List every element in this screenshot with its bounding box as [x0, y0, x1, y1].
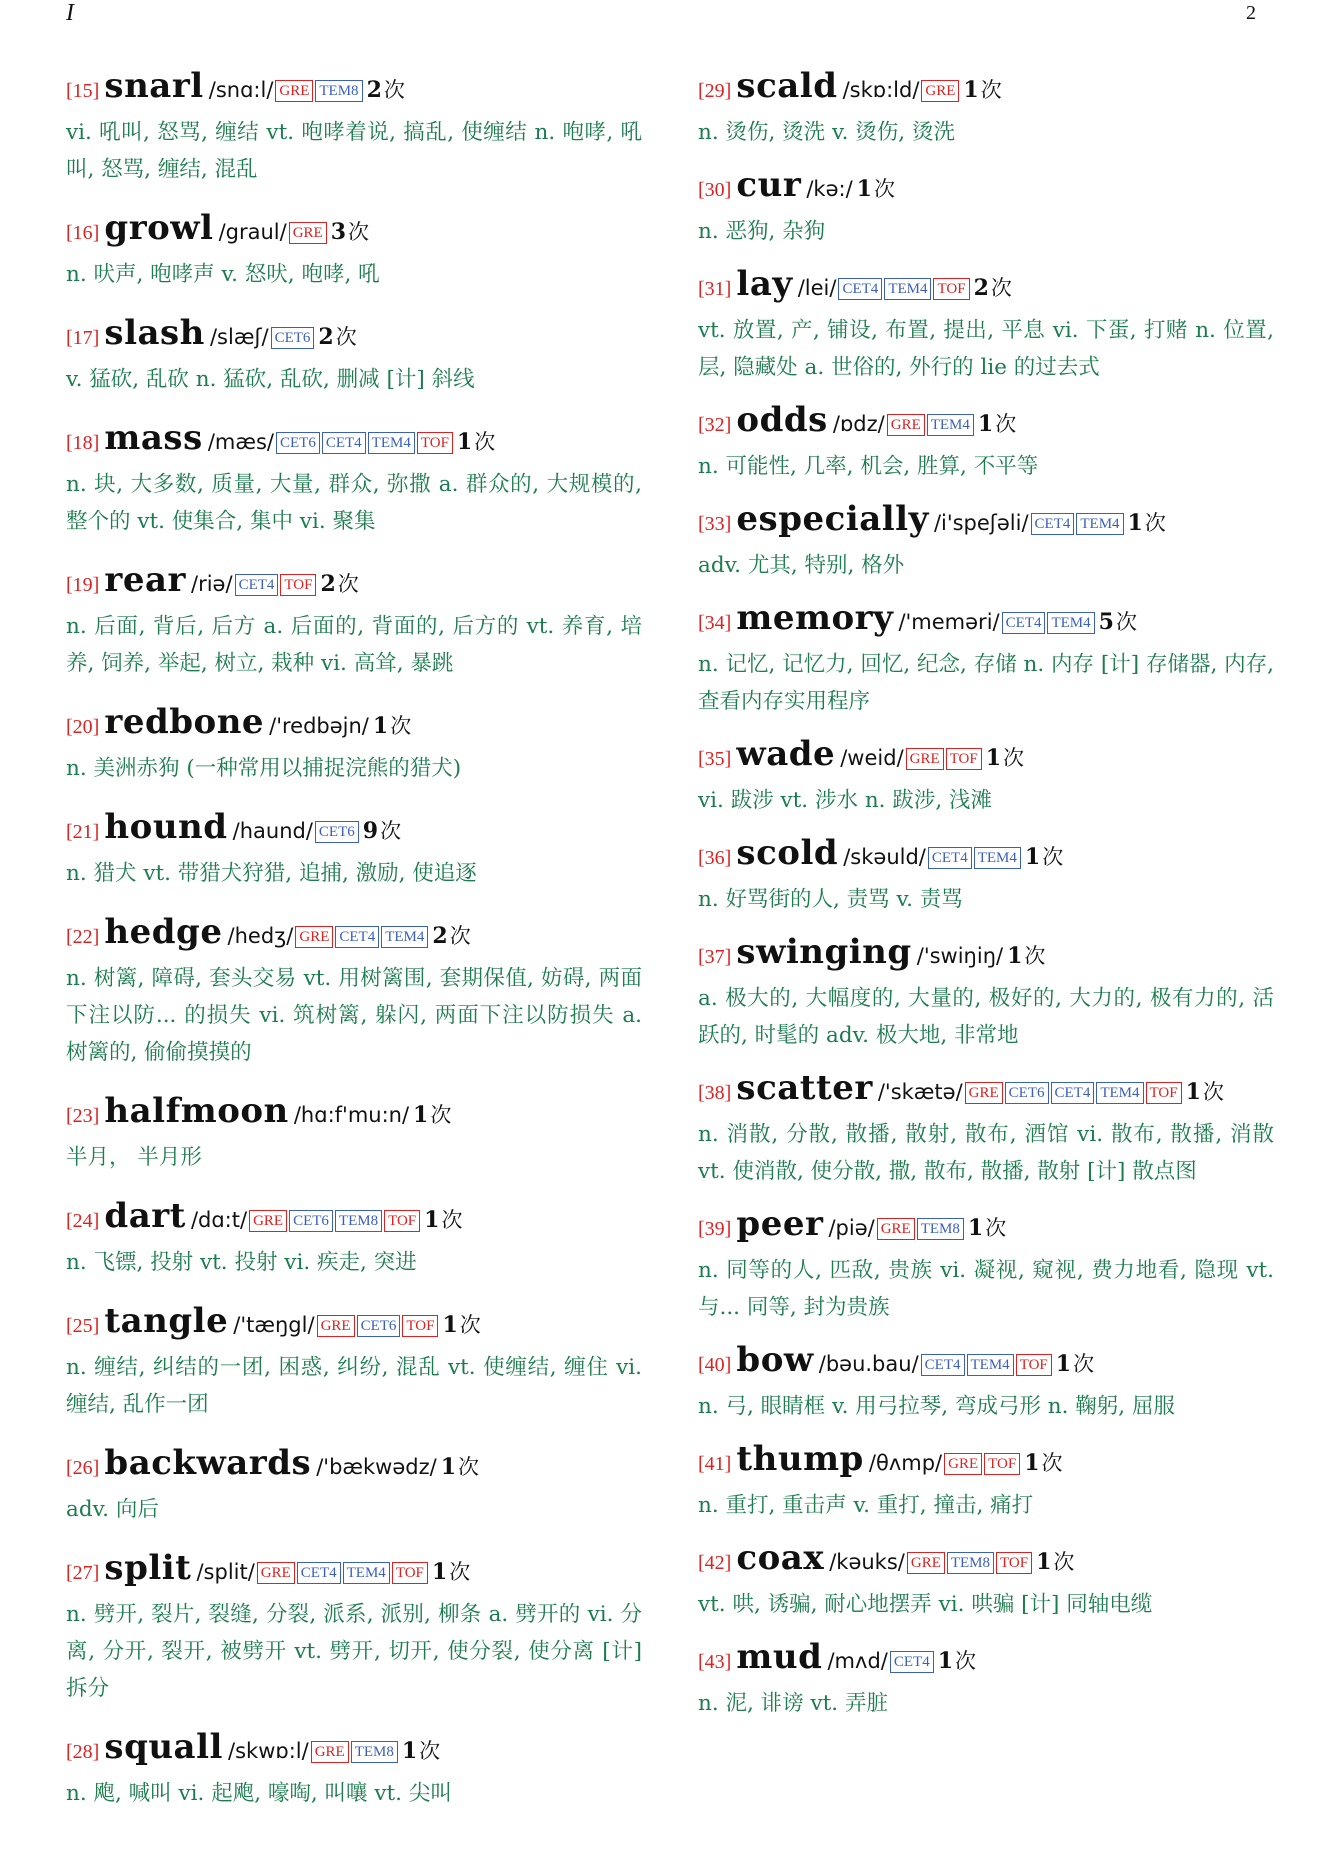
count-unit: 次 — [1073, 1352, 1095, 1376]
word-entry — [66, 558, 642, 682]
exam-tag-tem4: TEM4 — [967, 1354, 1014, 1376]
headword: wade — [736, 734, 836, 774]
count-unit: 次 — [390, 714, 412, 738]
occurrence-count: 1 — [424, 1207, 440, 1233]
occurrence-count: 1 — [1007, 943, 1023, 969]
exam-tag-tof: TOF — [996, 1552, 1032, 1574]
entry-headline — [698, 831, 1274, 881]
entry-number: [41] — [698, 1453, 732, 1475]
exam-tag-cet4: CET4 — [890, 1651, 934, 1673]
entry-headline — [698, 163, 1274, 213]
headword: mass — [104, 418, 203, 458]
entry-headline — [698, 398, 1274, 448]
count-unit: 次 — [441, 1208, 463, 1232]
exam-tag-gre: GRE — [965, 1082, 1003, 1104]
entry-headline — [66, 700, 642, 750]
definition: n. 消散, 分散, 散播, 散射, 散布, 酒馆 vi. 散布, 散播, 消散 vt. 使消散, 使分散, 撒, 散布, 散播, 散射 [计] 散点图 — [698, 1122, 1274, 1184]
count-unit: 次 — [873, 177, 895, 201]
count-unit: 次 — [1003, 746, 1025, 770]
word-entry — [698, 497, 1274, 584]
phonetic-transcription: /bəu.bau/ — [818, 1352, 919, 1376]
phonetic-transcription: /mæs/ — [207, 430, 274, 454]
exam-tag-cet4: CET4 — [322, 432, 366, 454]
exam-tag-cet6: CET6 — [357, 1315, 401, 1337]
entry-headline — [66, 311, 642, 361]
occurrence-count: 2 — [973, 275, 989, 301]
phonetic-transcription: /hɑ:f'mu:n/ — [293, 1103, 410, 1127]
phonetic-transcription: /skəuld/ — [843, 845, 926, 869]
word-entry — [66, 910, 642, 1071]
definition: n. 弓, 眼睛框 v. 用弓拉琴, 弯成弓形 n. 鞠躬, 屈服 — [698, 1394, 1175, 1419]
exam-tag-tem8: TEM8 — [315, 80, 362, 102]
phonetic-transcription: /θʌmp/ — [868, 1451, 943, 1475]
entry-number: [23] — [66, 1105, 100, 1127]
entry-number: [35] — [698, 748, 732, 770]
headword: scald — [736, 66, 838, 106]
headword: backwards — [104, 1443, 312, 1483]
occurrence-count: 1 — [856, 176, 872, 202]
word-entry — [698, 930, 1274, 1054]
phonetic-transcription: /'meməri/ — [898, 610, 1000, 634]
definition: v. 猛砍, 乱砍 n. 猛砍, 乱砍, 删减 [计] 斜线 — [66, 367, 475, 392]
count-unit: 次 — [449, 924, 471, 948]
entry-headline — [698, 1202, 1274, 1252]
word-entry — [66, 805, 642, 892]
headword: split — [104, 1548, 192, 1588]
definition: adv. 向后 — [66, 1497, 159, 1522]
headword: coax — [736, 1538, 825, 1578]
entry-headline — [66, 1299, 642, 1349]
count-unit: 次 — [419, 1739, 441, 1763]
occurrence-count: 1 — [456, 429, 473, 455]
entry-headline — [66, 1089, 642, 1139]
occurrence-count: 1 — [1055, 1351, 1072, 1377]
word-entry — [66, 1194, 642, 1281]
exam-tag-tem4: TEM4 — [974, 847, 1021, 869]
phonetic-transcription: /dɑ:t/ — [190, 1208, 248, 1232]
word-entry — [66, 311, 642, 398]
exam-tag-gre: GRE — [887, 414, 925, 436]
headword: growl — [104, 208, 214, 248]
word-entry — [66, 206, 642, 293]
entry-number: [33] — [698, 513, 732, 535]
exam-tag-tof: TOF — [933, 278, 969, 300]
headword: odds — [736, 400, 828, 440]
exam-tag-cet6: CET6 — [315, 821, 359, 843]
phonetic-transcription: /kəuks/ — [829, 1550, 905, 1574]
occurrence-count: 2 — [318, 324, 334, 350]
entry-number: [39] — [698, 1218, 732, 1240]
entry-number: [40] — [698, 1354, 732, 1376]
headword: especially — [736, 499, 929, 539]
header-roman-numeral: I — [66, 0, 74, 26]
headword: hound — [104, 807, 228, 847]
exam-tag-tof: TOF — [384, 1210, 420, 1232]
count-unit: 次 — [1202, 1080, 1224, 1104]
count-unit: 次 — [995, 412, 1017, 436]
word-entry — [698, 1635, 1274, 1722]
occurrence-count: 2 — [432, 923, 448, 949]
word-entry — [698, 732, 1274, 819]
exam-tag-cet4: CET4 — [1031, 513, 1075, 535]
word-entry — [66, 700, 642, 787]
count-unit: 次 — [383, 78, 405, 102]
count-unit: 次 — [458, 1455, 480, 1479]
headword: lay — [736, 264, 793, 304]
occurrence-count: 9 — [362, 818, 379, 844]
headword: scold — [736, 833, 839, 873]
entry-number: [43] — [698, 1651, 732, 1673]
exam-tag-tem4: TEM4 — [1047, 612, 1094, 634]
definition: n. 好骂街的人, 责骂 v. 责骂 — [698, 887, 963, 912]
headword: halfmoon — [104, 1091, 289, 1131]
entry-number: [37] — [698, 946, 732, 968]
exam-tag-cet4: CET4 — [921, 1354, 965, 1376]
count-unit: 次 — [1115, 610, 1137, 634]
occurrence-count: 5 — [1098, 609, 1114, 635]
occurrence-count: 1 — [963, 77, 979, 103]
phonetic-transcription: /skwɒ:l/ — [228, 1739, 309, 1763]
entry-headline — [698, 1066, 1274, 1116]
entry-headline — [66, 910, 642, 960]
phonetic-transcription: /mʌd/ — [827, 1649, 888, 1673]
phonetic-transcription: /lei/ — [797, 276, 837, 300]
occurrence-count: 1 — [1127, 510, 1143, 536]
entry-number: [28] — [66, 1741, 100, 1763]
occurrence-count: 1 — [937, 1648, 954, 1674]
word-entry — [698, 262, 1274, 386]
definition: n. 烫伤, 烫洗 v. 烫伤, 烫洗 — [698, 120, 955, 145]
exam-tag-tem4: TEM4 — [927, 414, 974, 436]
entry-headline — [66, 64, 642, 114]
exam-tag-tem8: TEM8 — [917, 1218, 964, 1240]
headword: bow — [736, 1340, 814, 1380]
definition: adv. 尤其, 特别, 格外 — [698, 553, 905, 578]
exam-tag-tof: TOF — [984, 1453, 1020, 1475]
headword: slash — [104, 313, 205, 353]
exam-tag-tem8: TEM8 — [335, 1210, 382, 1232]
definition: n. 记忆, 记忆力, 回忆, 纪念, 存储 n. 内存 [计] 存储器, 内存, 查看内存实用程序 — [698, 652, 1274, 714]
entry-headline — [698, 596, 1274, 646]
exam-tag-tof: TOF — [402, 1315, 438, 1337]
right-column — [698, 64, 1274, 1722]
word-entry — [698, 1536, 1274, 1623]
occurrence-count: 1 — [442, 1312, 458, 1338]
entry-number: [36] — [698, 847, 732, 869]
occurrence-count: 1 — [401, 1738, 418, 1764]
definition: n. 树篱, 障碍, 套头交易 vt. 用树篱围, 套期保值, 妨碍, 两面下注以防... 的损失 vi. 筑树篱, 躲闪, 两面下注以防损失 a. 树篱的, 偷偷摸摸的 — [66, 966, 642, 1065]
count-unit: 次 — [1042, 845, 1064, 869]
entry-headline — [66, 206, 642, 256]
headword: thump — [736, 1439, 864, 1479]
entry-number: [16] — [66, 222, 100, 244]
count-unit: 次 — [990, 276, 1012, 300]
headword: snarl — [104, 66, 204, 106]
headword: cur — [736, 165, 802, 205]
phonetic-transcription: /piə/ — [828, 1216, 875, 1240]
word-entry — [66, 1089, 642, 1176]
count-unit: 次 — [1053, 1550, 1075, 1574]
definition: n. 飑, 喊叫 vi. 起飑, 嚎啕, 叫嚷 vt. 尖叫 — [66, 1781, 452, 1806]
exam-tag-tem4: TEM4 — [1096, 1082, 1143, 1104]
entry-number: [19] — [66, 574, 100, 596]
count-unit: 次 — [474, 430, 496, 454]
entry-number: [20] — [66, 716, 100, 738]
definition: vt. 哄, 诱骗, 耐心地摆弄 vi. 哄骗 [计] 同轴电缆 — [698, 1592, 1153, 1617]
count-unit: 次 — [348, 220, 370, 244]
headword: peer — [736, 1204, 824, 1244]
exam-tag-gre: GRE — [906, 748, 944, 770]
entry-headline — [66, 416, 642, 466]
definition: vi. 跋涉 vt. 涉水 n. 跋涉, 浅滩 — [698, 788, 992, 813]
exam-tag-cet4: CET4 — [335, 926, 379, 948]
entry-headline — [698, 262, 1274, 312]
phonetic-transcription: /skɒ:ld/ — [842, 78, 920, 102]
word-entry — [66, 416, 642, 540]
count-unit: 次 — [380, 819, 402, 843]
occurrence-count: 1 — [967, 1215, 984, 1241]
entry-headline — [698, 1536, 1274, 1586]
entry-number: [27] — [66, 1562, 100, 1584]
definition: n. 可能性, 几率, 机会, 胜算, 不平等 — [698, 454, 1039, 479]
count-unit: 次 — [955, 1649, 977, 1673]
entry-number: [30] — [698, 179, 732, 201]
entry-number: [32] — [698, 414, 732, 436]
occurrence-count: 3 — [330, 219, 347, 245]
definition: n. 劈开, 裂片, 裂缝, 分裂, 派系, 派别, 柳条 a. 劈开的 vi. 分离, 分开, 裂开, 被劈开 vt. 劈开, 切开, 使分裂, 使分离 [计] 拆分 — [66, 1602, 642, 1701]
definition: n. 重打, 重击声 v. 重打, 撞击, 痛打 — [698, 1493, 1034, 1518]
definition: n. 后面, 背后, 后方 a. 后面的, 背面的, 后方的 vt. 养育, 培养, 饲养, 举起, 树立, 栽种 vi. 高耸, 暴跳 — [66, 614, 642, 676]
entry-number: [26] — [66, 1457, 100, 1479]
exam-tag-gre: GRE — [249, 1210, 287, 1232]
definition: n. 美洲赤狗 (一种常用以捕捉浣熊的猎犬) — [66, 756, 462, 781]
entry-headline — [698, 1338, 1274, 1388]
headword: scatter — [736, 1068, 873, 1108]
exam-tag-tem8: TEM8 — [351, 1741, 398, 1763]
word-entry — [698, 1202, 1274, 1326]
phonetic-transcription: /slæʃ/ — [209, 325, 269, 349]
exam-tag-cet4: CET4 — [235, 574, 279, 596]
headword: mud — [736, 1637, 823, 1677]
exam-tag-tem4: TEM4 — [1076, 513, 1123, 535]
exam-tag-tof: TOF — [1146, 1082, 1182, 1104]
exam-tag-gre: GRE — [295, 926, 333, 948]
count-unit: 次 — [1041, 1451, 1063, 1475]
exam-tag-cet4: CET4 — [928, 847, 972, 869]
exam-tag-gre: GRE — [907, 1552, 945, 1574]
word-entry — [698, 1338, 1274, 1425]
definition: n. 块, 大多数, 质量, 大量, 群众, 弥撒 a. 群众的, 大规模的, 整个的 vt. 使集合, 集中 vi. 聚集 — [66, 472, 642, 534]
headword: swinging — [736, 932, 912, 972]
definition: n. 吠声, 咆哮声 v. 怒吠, 咆哮, 吼 — [66, 262, 380, 287]
definition: n. 飞镖, 投射 vt. 投射 vi. 疾走, 突进 — [66, 1250, 417, 1275]
entry-number: [21] — [66, 821, 100, 843]
left-column — [66, 64, 642, 1812]
word-entry — [698, 163, 1274, 250]
count-unit: 次 — [449, 1560, 471, 1584]
definition: n. 恶狗, 杂狗 — [698, 219, 826, 244]
word-entry — [66, 1725, 642, 1812]
entry-number: [25] — [66, 1315, 100, 1337]
entry-number: [29] — [698, 80, 732, 102]
exam-tag-tem8: TEM8 — [947, 1552, 994, 1574]
entry-number: [42] — [698, 1552, 732, 1574]
entry-headline — [66, 558, 642, 608]
phonetic-transcription: /i'speʃəli/ — [933, 511, 1029, 535]
exam-tag-tem4: TEM4 — [368, 432, 415, 454]
exam-tag-cet4: CET4 — [297, 1562, 341, 1584]
word-entry — [698, 1437, 1274, 1524]
count-unit: 次 — [430, 1103, 452, 1127]
definition: 半月， 半月形 — [66, 1145, 202, 1170]
count-unit: 次 — [980, 78, 1002, 102]
headword: squall — [104, 1727, 223, 1767]
occurrence-count: 1 — [1036, 1549, 1052, 1575]
exam-tag-tof: TOF — [946, 748, 982, 770]
entry-number: [15] — [66, 80, 100, 102]
entry-number: [22] — [66, 926, 100, 948]
definition: vt. 放置, 产, 铺设, 布置, 提出, 平息 vi. 下蛋, 打赌 n. 位置, 层, 隐藏处 a. 世俗的, 外行的 lie 的过去式 — [698, 318, 1274, 380]
exam-tag-tem4: TEM4 — [381, 926, 428, 948]
exam-tag-tof: TOF — [1016, 1354, 1052, 1376]
count-unit: 次 — [335, 325, 357, 349]
entry-number: [17] — [66, 327, 100, 349]
exam-tag-cet6: CET6 — [1005, 1082, 1049, 1104]
word-entry — [698, 1066, 1274, 1190]
exam-tag-tem4: TEM4 — [884, 278, 931, 300]
exam-tag-cet4: CET4 — [838, 278, 882, 300]
exam-tag-gre: GRE — [257, 1562, 295, 1584]
word-entry — [66, 1299, 642, 1423]
phonetic-transcription: /'redbəjn/ — [269, 714, 369, 738]
entry-headline — [66, 1546, 642, 1596]
headword: redbone — [104, 702, 265, 742]
occurrence-count: 1 — [413, 1102, 429, 1128]
occurrence-count: 1 — [440, 1454, 457, 1480]
entry-headline — [698, 497, 1274, 547]
count-unit: 次 — [459, 1313, 481, 1337]
headword: hedge — [104, 912, 223, 952]
phonetic-transcription: /'swiŋiŋ/ — [916, 944, 1004, 968]
exam-tag-gre: GRE — [921, 80, 959, 102]
entry-number: [24] — [66, 1210, 100, 1232]
exam-tag-cet6: CET6 — [271, 327, 315, 349]
exam-tag-gre: GRE — [877, 1218, 915, 1240]
phonetic-transcription: /riə/ — [191, 572, 233, 596]
word-entry — [698, 64, 1274, 151]
occurrence-count: 1 — [985, 745, 1002, 771]
word-entry — [698, 831, 1274, 918]
occurrence-count: 1 — [431, 1559, 448, 1585]
count-unit: 次 — [1144, 511, 1166, 535]
exam-tag-gre: GRE — [944, 1453, 982, 1475]
entry-headline — [698, 1437, 1274, 1487]
entry-headline — [66, 1194, 642, 1244]
occurrence-count: 1 — [1024, 1450, 1040, 1476]
entry-number: [18] — [66, 432, 100, 454]
page-number: 2 — [1246, 2, 1256, 24]
entry-headline — [66, 1441, 642, 1491]
count-unit: 次 — [1024, 944, 1046, 968]
definition: vi. 吼叫, 怒骂, 缠结 vt. 咆哮着说, 搞乱, 使缠结 n. 咆哮, 吼叫, 怒骂, 缠结, 混乱 — [66, 120, 642, 182]
word-entry — [698, 398, 1274, 485]
phonetic-transcription: /hedʒ/ — [227, 924, 294, 948]
headword: dart — [104, 1196, 186, 1236]
exam-tag-cet4: CET4 — [1051, 1082, 1095, 1104]
exam-tag-tof: TOF — [392, 1562, 428, 1584]
exam-tag-cet6: CET6 — [276, 432, 320, 454]
occurrence-count: 1 — [1185, 1079, 1201, 1105]
phonetic-transcription: /snɑ:l/ — [208, 78, 274, 102]
word-entry — [66, 1546, 642, 1707]
entry-number: [38] — [698, 1082, 732, 1104]
definition: n. 缠结, 纠结的一团, 困惑, 纠纷, 混乱 vt. 使缠结, 缠住 vi. 缠结, 乱作一团 — [66, 1355, 642, 1417]
phonetic-transcription: /graul/ — [218, 220, 287, 244]
exam-tag-gre: GRE — [275, 80, 313, 102]
exam-tag-gre: GRE — [289, 222, 327, 244]
occurrence-count: 1 — [1024, 844, 1041, 870]
phonetic-transcription: /haund/ — [232, 819, 313, 843]
exam-tag-cet6: CET6 — [289, 1210, 333, 1232]
occurrence-count: 1 — [977, 411, 994, 437]
definition: a. 极大的, 大幅度的, 大量的, 极好的, 大力的, 极有力的, 活跃的, 时髦的 adv. 极大地, 非常地 — [698, 986, 1274, 1048]
definition: n. 同等的人, 匹敌, 贵族 vi. 凝视, 窥视, 费力地看, 隐现 vt. 与... 同等, 封为贵族 — [698, 1258, 1274, 1320]
definition: n. 泥, 诽谤 vt. 弄脏 — [698, 1691, 888, 1716]
count-unit: 次 — [985, 1216, 1007, 1240]
word-entry — [698, 596, 1274, 720]
phonetic-transcription: /'skætə/ — [877, 1080, 963, 1104]
phonetic-transcription: /kə:/ — [806, 177, 853, 201]
entry-headline — [66, 1725, 642, 1775]
entry-headline — [698, 64, 1274, 114]
exam-tag-tof: TOF — [417, 432, 453, 454]
headword: tangle — [104, 1301, 229, 1341]
phonetic-transcription: /ɒdz/ — [832, 412, 885, 436]
phonetic-transcription: /'tæŋgl/ — [233, 1313, 315, 1337]
entry-headline — [698, 1635, 1274, 1685]
entry-headline — [698, 732, 1274, 782]
word-entry — [66, 64, 642, 188]
phonetic-transcription: /split/ — [196, 1560, 255, 1584]
entry-number: [31] — [698, 278, 732, 300]
definition: n. 猎犬 vt. 带猎犬狩猎, 追捕, 激励, 使追逐 — [66, 861, 477, 886]
count-unit: 次 — [337, 572, 359, 596]
headword: memory — [736, 598, 894, 638]
exam-tag-tem4: TEM4 — [343, 1562, 390, 1584]
phonetic-transcription: /'bækwədz/ — [316, 1455, 437, 1479]
headword: rear — [104, 560, 186, 600]
entry-headline — [66, 805, 642, 855]
exam-tag-tof: TOF — [280, 574, 316, 596]
phonetic-transcription: /weid/ — [840, 746, 904, 770]
occurrence-count: 2 — [320, 571, 336, 597]
occurrence-count: 2 — [366, 77, 382, 103]
word-entry — [66, 1441, 642, 1528]
exam-tag-gre: GRE — [317, 1315, 355, 1337]
entry-headline — [698, 930, 1274, 980]
exam-tag-gre: GRE — [311, 1741, 349, 1763]
occurrence-count: 1 — [372, 713, 389, 739]
exam-tag-cet4: CET4 — [1002, 612, 1046, 634]
entry-number: [34] — [698, 612, 732, 634]
